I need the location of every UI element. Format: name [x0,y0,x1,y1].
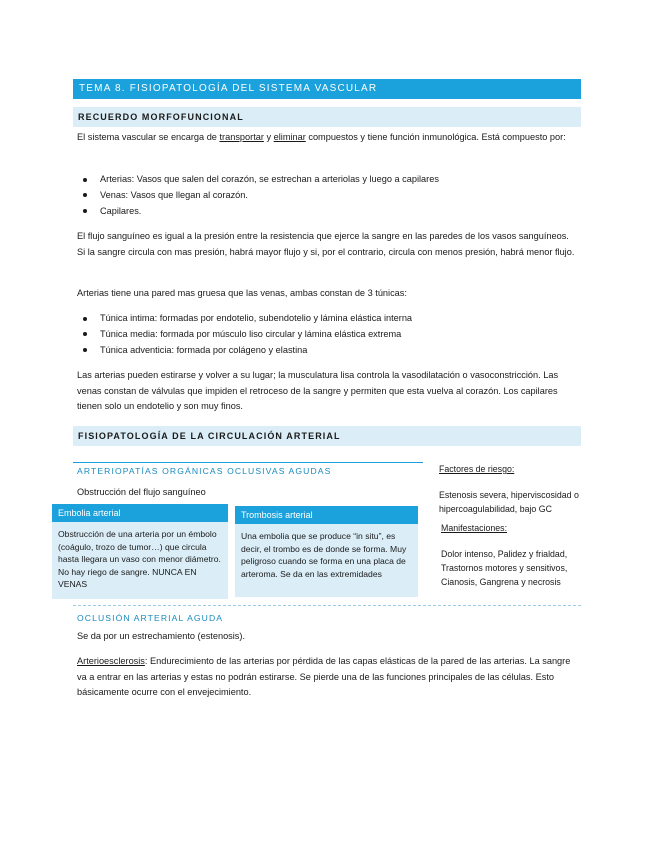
bullet-icon [83,209,87,213]
flow-paragraph: El flujo sanguíneo es igual a la presión entre la resistencia que ejerce la sangre en las paredes de los vasos sanguíneos. Si la sangre circula con mas presión, habrá mayor flujo y si, por el contrario, circula con menos presión, habrá menor flujo. [77,231,575,257]
trombosis-box-text: Una embolia que se produce “in situ”, es decir, el trombo es de donde se forma. Muy peligroso cuando se forma en una placa de arteroma. Se da en las extremidades [241,531,407,579]
risk-factors-title [439,462,589,476]
occlusion-text: Se da por un estrechamiento (estenosis). [77,631,246,641]
list-item-text: Túnica adventicia: formada por colágeno y elastina [100,344,308,355]
manifestations-title [441,521,591,535]
list-item [77,188,439,204]
arterioesclerosis-paragraph [77,654,577,701]
list-item [77,327,412,343]
bullet-icon [83,178,87,182]
tunics-intro: Arterias tiene una pared mas gruesa que las venas, ambas constan de 3 túnicas: [77,288,407,298]
closing-paragraph: Las arterias pueden estirarse y volver a su lugar; la musculatura lisa controla la vasodilatación o vasoconstricción. Las venas constan de válvulas que impiden el retroceso de la sangre y permiten que esta vuelva al corazón. Los capilares tienen solo un endotelio y son muy finos. [77,370,559,411]
list-item-text: Arterias: Vasos que salen del corazón, se estrechan a arteriolas y luego a capilares [100,174,439,184]
subheading-rule [73,462,423,463]
list-item [77,343,412,359]
dashed-divider [73,605,581,606]
subheading-oclusion: OCLUSIÓN ARTERIAL AGUDA [77,613,224,623]
risk-factors-text: Estenosis severa, hiperviscosidad o hipercoagulabilidad, bajo GC [439,490,579,514]
intro-text-3: compuestos y tiene función inmunológica. Está compuesto por: [305,132,566,142]
section-heading-morfofuncional: RECUERDO MORFOFUNCIONAL [73,107,581,127]
manifestations-title-text: Manifestaciones: [441,523,508,533]
page-title: TEMA 8. FISIOPATOLOGÍA DEL SISTEMA VASCULAR [73,79,581,99]
obstruction-label: Obstrucción del flujo sanguíneo [77,487,206,497]
tunics-list [77,311,412,358]
list-item-text: Capilares. [100,205,142,216]
vessel-list [77,172,439,219]
list-item [77,311,412,327]
term-eliminar: eliminar [273,132,306,142]
list-item [77,204,439,220]
list-item-text: Túnica intima: formadas por endotelio, subendotelio y lámina elástica interna [100,313,413,323]
embolia-box-title: Embolia arterial [52,504,228,522]
list-item [77,172,439,188]
arterioesclerosis-text: : Endurecimiento de las arterias por pérdida de las capas elásticas de la pared de las arterias. La sangre va a entrar en las arterias y estas no podrán estirarse. Se pierde una de las funciones principales de las células. Esto básicamente ocurre con el envejecimiento. [77,656,571,697]
term-transportar: transportar [219,132,264,142]
section-heading-circulacion-arterial: FISIOPATOLOGÍA DE LA CIRCULACIÓN ARTERIAL [73,426,581,446]
subheading-arteriopatias: ARTERIOPATÍAS ORGÁNICAS OCLUSIVAS AGUDAS [77,466,332,476]
term-arterioesclerosis: Arterioesclerosis [77,656,145,666]
embolia-box-text: Obstrucción de una arteria por un émbolo (coágulo, trozo de tumor…) que circula hasta llegara un vaso con menor diámetro. No hay riego de sangre. NUNCA EN VENAS [58,529,221,590]
intro-paragraph [77,130,577,146]
manifestations-text: Dolor intenso, Palidez y frialdad, Trastornos motores y sensitivos, Cianosis, Gangrena y necrosis [441,549,568,587]
list-item-text: Venas: Vasos que llegan al corazón. [100,189,248,200]
bullet-icon [83,332,87,336]
intro-text-1: El sistema vascular se encarga de [77,132,220,142]
bullet-icon [83,193,87,197]
bullet-icon [83,348,87,352]
list-item-text: Túnica media: formada por músculo liso circular y lámina elástica extrema [100,328,402,339]
bullet-icon [83,317,87,321]
trombosis-box-title: Trombosis arterial [235,506,418,524]
intro-text-2: y [263,132,274,142]
risk-factors-title-text: Factores de riesgo: [439,464,515,474]
